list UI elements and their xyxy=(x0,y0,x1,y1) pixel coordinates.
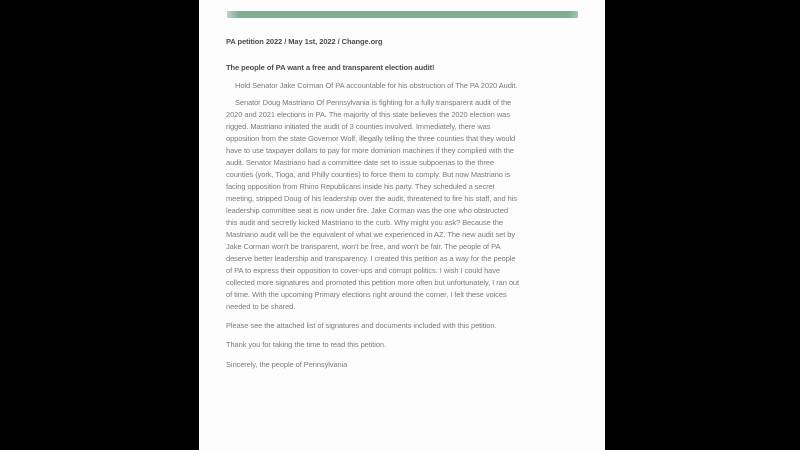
attachments-note: Please see the attached list of signatures and documents included with this petition. xyxy=(226,321,497,330)
petition-content xyxy=(226,0,520,371)
petition-intro-paragraph: Hold Senator Jake Corman Of PA accountable for his obstruction of The PA 2020 Audit. xyxy=(235,81,518,90)
signoff-line: Sincerely, the people of Pennsylvania xyxy=(226,360,348,369)
petition-document xyxy=(199,0,605,450)
petition-meta-line: PA petition 2022 / May 1st, 2022 / Change.org xyxy=(226,37,383,46)
petition-title: The people of PA want a free and transparent election audit! xyxy=(226,63,435,72)
petition-body-paragraph: Senator Doug Mastriano Of Pennsylvania is fighting for a fully transparent audit of the 2020 and 2021 elections in PA. The majority of this state believes the 2020 election was rigged. Mastriano initiated the audit of 3 counties involved. Immediately, there was opposition from the state Governor Wolf, illegally telling the three counties that they would have to use taxpayer dollars to pay for more dominion machines if they complied with the audit. Senator Mastriano had a committee date set to issue subpoenas to the three counties (york, Tioga, and Philly counties) to force them to comply. But now Mastriano is facing opposition from Rhino Republicans inside his party. They scheduled a secret meeting, stripped Doug of his leadership over the audit, threatened to fire his staff, and his leadership committee seat is now under fire. Jake Corman was the one who obstructed this audit and secretly kicked Mastriano to the curb. Why might you ask? Because the Mastriano audit will be the equivalent of what we experienced in AZ. The new audit set by Jake Corman won't be transparent, won't be free, and won't be fair. The people of PA deserve better leadership and transparency. I created this petition as a way for the people of PA to express their opposition to cover-ups and corrupt politics. I wish I could have collected more signatures and promoted this petition more often but unfortunately, I ran out of time. With the upcoming Primary elections right around the corner, I felt these voices needed to be shared. xyxy=(226,98,519,311)
thank-you-line: Thank you for taking the time to read this petition. xyxy=(226,340,386,349)
